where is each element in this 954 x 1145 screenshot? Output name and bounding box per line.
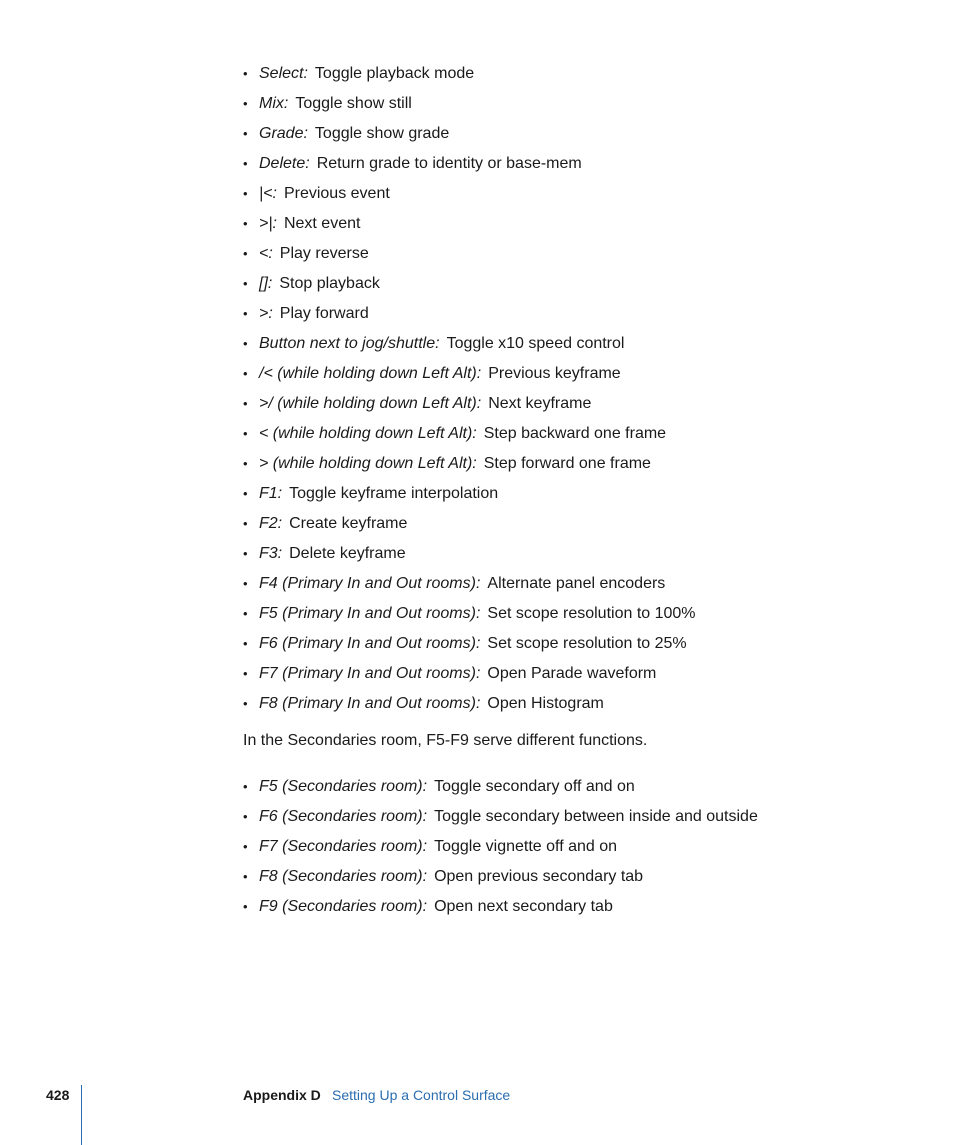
list-item bbox=[243, 862, 843, 892]
bullet-icon: • bbox=[243, 306, 248, 321]
bullet-icon: • bbox=[243, 126, 248, 141]
item-term: F8 (Primary In and Out rooms): bbox=[259, 695, 481, 712]
bullet-icon: • bbox=[243, 636, 248, 651]
item-term: Delete: bbox=[259, 155, 310, 172]
item-description: Set scope resolution to 25% bbox=[487, 635, 687, 652]
bullet-icon: • bbox=[243, 396, 248, 411]
bullet-icon: • bbox=[243, 456, 248, 471]
item-term: F7 (Secondaries room): bbox=[259, 838, 428, 855]
item-description: Toggle keyframe interpolation bbox=[289, 485, 499, 502]
secondaries-shortcut-list bbox=[243, 772, 843, 922]
page-content bbox=[243, 59, 843, 922]
list-item bbox=[243, 599, 843, 629]
bullet-icon: • bbox=[243, 546, 248, 561]
item-term: >/ (while holding down Left Alt): bbox=[259, 395, 482, 412]
item-description: Set scope resolution to 100% bbox=[487, 605, 696, 622]
item-description: Toggle show grade bbox=[314, 125, 450, 142]
item-description: Open Parade waveform bbox=[487, 665, 657, 682]
bullet-icon: • bbox=[243, 576, 248, 591]
item-description: Toggle secondary off and on bbox=[434, 778, 635, 795]
list-item bbox=[243, 89, 843, 119]
list-item bbox=[243, 119, 843, 149]
list-item bbox=[243, 149, 843, 179]
list-item bbox=[243, 59, 843, 89]
item-term: F3: bbox=[259, 545, 283, 562]
bullet-icon: • bbox=[243, 779, 248, 794]
bullet-icon: • bbox=[243, 96, 248, 111]
bullet-icon: • bbox=[243, 486, 248, 501]
bullet-icon: • bbox=[243, 696, 248, 711]
footer-appendix-label: Appendix D bbox=[243, 1087, 321, 1103]
list-item bbox=[243, 389, 843, 419]
list-item bbox=[243, 569, 843, 599]
item-term: Button next to jog/shuttle: bbox=[259, 335, 440, 352]
item-term: F5 (Primary In and Out rooms): bbox=[259, 605, 481, 622]
list-item bbox=[243, 539, 843, 569]
item-description: Previous keyframe bbox=[488, 365, 621, 382]
item-term: F2: bbox=[259, 515, 283, 532]
list-item bbox=[243, 419, 843, 449]
bullet-icon: • bbox=[243, 336, 248, 351]
item-term: >: bbox=[259, 305, 273, 322]
item-description: Step forward one frame bbox=[483, 455, 651, 472]
item-term: >|: bbox=[259, 215, 277, 232]
item-description: Toggle show still bbox=[295, 95, 412, 112]
list-item bbox=[243, 209, 843, 239]
item-term: F8 (Secondaries room): bbox=[259, 868, 428, 885]
list-item bbox=[243, 329, 843, 359]
list-item bbox=[243, 659, 843, 689]
item-term: F9 (Secondaries room): bbox=[259, 898, 428, 915]
item-term: F5 (Secondaries room): bbox=[259, 778, 428, 795]
bullet-icon: • bbox=[243, 869, 248, 884]
item-description: Toggle x10 speed control bbox=[446, 335, 625, 352]
item-term: []: bbox=[259, 275, 273, 292]
bullet-icon: • bbox=[243, 666, 248, 681]
item-term: < (while holding down Left Alt): bbox=[259, 425, 477, 442]
item-description: Step backward one frame bbox=[483, 425, 667, 442]
bullet-icon: • bbox=[243, 216, 248, 231]
bullet-icon: • bbox=[243, 516, 248, 531]
list-item bbox=[243, 689, 843, 719]
footer-chapter-title[interactable]: Setting Up a Control Surface bbox=[332, 1087, 511, 1103]
bullet-icon: • bbox=[243, 839, 248, 854]
list-item bbox=[243, 802, 843, 832]
item-term: > (while holding down Left Alt): bbox=[259, 455, 477, 472]
item-description: Next event bbox=[283, 215, 361, 232]
list-item bbox=[243, 359, 843, 389]
shortcut-list bbox=[243, 59, 843, 719]
bullet-icon: • bbox=[243, 809, 248, 824]
list-item bbox=[243, 629, 843, 659]
bullet-icon: • bbox=[243, 246, 248, 261]
list-item bbox=[243, 892, 843, 922]
bullet-icon: • bbox=[243, 186, 248, 201]
list-item bbox=[243, 772, 843, 802]
bullet-icon: • bbox=[243, 366, 248, 381]
page-number: 428 bbox=[46, 1087, 70, 1103]
item-description: Alternate panel encoders bbox=[487, 575, 666, 592]
item-term: Grade: bbox=[259, 125, 308, 142]
item-description: Delete keyframe bbox=[289, 545, 406, 562]
bullet-icon: • bbox=[243, 276, 248, 291]
list-item bbox=[243, 239, 843, 269]
list-item bbox=[243, 479, 843, 509]
bullet-icon: • bbox=[243, 899, 248, 914]
item-description: Create keyframe bbox=[289, 515, 408, 532]
bullet-icon: • bbox=[243, 156, 248, 171]
item-term: F4 (Primary In and Out rooms): bbox=[259, 575, 481, 592]
list-item bbox=[243, 179, 843, 209]
item-description: Open next secondary tab bbox=[434, 898, 613, 915]
list-item bbox=[243, 299, 843, 329]
list-item bbox=[243, 509, 843, 539]
item-description: Toggle vignette off and on bbox=[434, 838, 618, 855]
item-description: Next keyframe bbox=[488, 395, 592, 412]
item-description: Toggle secondary between inside and outside bbox=[434, 808, 758, 825]
item-description: Return grade to identity or base-mem bbox=[316, 155, 582, 172]
bullet-icon: • bbox=[243, 426, 248, 441]
item-term: F7 (Primary In and Out rooms): bbox=[259, 665, 481, 682]
list-item bbox=[243, 832, 843, 862]
item-term: <: bbox=[259, 245, 273, 262]
item-term: F1: bbox=[259, 485, 283, 502]
bullet-icon: • bbox=[243, 606, 248, 621]
item-term: Mix: bbox=[259, 95, 289, 112]
item-term: F6 (Primary In and Out rooms): bbox=[259, 635, 481, 652]
item-description: Open Histogram bbox=[487, 695, 604, 712]
item-term: /< (while holding down Left Alt): bbox=[259, 365, 482, 382]
item-description: Stop playback bbox=[279, 275, 380, 292]
item-term: F6 (Secondaries room): bbox=[259, 808, 428, 825]
item-term: |<: bbox=[259, 185, 277, 202]
item-description: Play reverse bbox=[279, 245, 369, 262]
item-description: Toggle playback mode bbox=[314, 65, 475, 82]
list-item bbox=[243, 269, 843, 299]
item-description: Open previous secondary tab bbox=[434, 868, 644, 885]
item-description: Play forward bbox=[279, 305, 369, 322]
secondaries-intro-paragraph: In the Secondaries room, F5-F9 serve different functions. bbox=[243, 732, 648, 749]
bullet-icon: • bbox=[243, 66, 248, 81]
list-item bbox=[243, 449, 843, 479]
footer-divider bbox=[81, 1085, 82, 1145]
item-term: Select: bbox=[259, 65, 308, 82]
item-description: Previous event bbox=[283, 185, 390, 202]
